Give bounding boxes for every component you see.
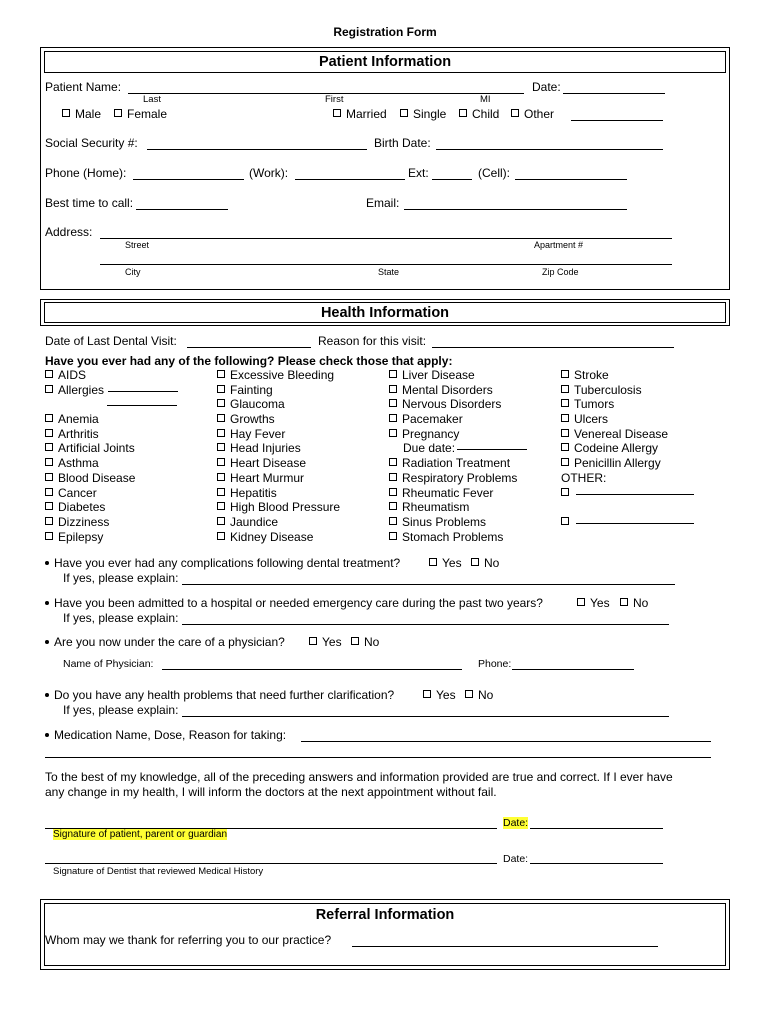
zip-caption: Zip Code (542, 267, 579, 277)
checkbox[interactable] (217, 502, 225, 510)
checkbox[interactable] (217, 517, 225, 525)
dentist-signature-field[interactable] (45, 863, 497, 864)
email-field[interactable] (404, 209, 627, 210)
condition-asthma[interactable]: Asthma (45, 456, 178, 471)
checkbox[interactable] (561, 370, 569, 378)
due-date-label: Due date: (403, 441, 456, 456)
married-option[interactable]: Married (333, 107, 387, 121)
married-checkbox[interactable] (333, 109, 341, 117)
bullet-icon (45, 640, 49, 644)
health-heading-bar (40, 299, 730, 326)
referral-information-heading: Referral Information (315, 907, 455, 923)
condition-liver-disease[interactable]: Liver Disease (389, 368, 527, 383)
first-name-caption: First (325, 94, 344, 105)
checkbox[interactable] (389, 502, 397, 510)
q4-explain-field[interactable] (182, 716, 669, 717)
checkbox[interactable] (45, 502, 53, 510)
checkbox[interactable] (389, 473, 397, 481)
question-hospital: Have you been admitted to a hospital or needed emergency care during the past two years? (45, 596, 543, 610)
other-conditions-label: OTHER: (561, 470, 607, 485)
form-title: Registration Form (333, 25, 437, 39)
visit-reason-label: Reason for this visit: (318, 334, 427, 348)
condition-artificial-joints[interactable]: Artificial Joints (45, 441, 178, 456)
female-option[interactable]: Female (114, 107, 167, 121)
checkbox[interactable] (389, 532, 397, 540)
male-option[interactable]: Male (62, 107, 101, 121)
checkbox[interactable] (389, 429, 397, 437)
checkbox[interactable] (217, 385, 225, 393)
other-option[interactable]: Other (511, 107, 554, 121)
date-label: Date: (532, 80, 561, 94)
other-condition-1-field[interactable] (576, 494, 694, 495)
physician-name-field[interactable] (162, 669, 462, 670)
checkbox[interactable] (217, 458, 225, 466)
checkbox[interactable] (423, 690, 431, 698)
condition-hepatitis[interactable]: Hepatitis (217, 486, 340, 501)
condition-codeine-allergy[interactable]: Codeine Allergy (561, 441, 694, 456)
condition-nervous-disorders[interactable]: Nervous Disorders (389, 397, 527, 412)
q1-explain-field[interactable] (182, 584, 675, 585)
condition-growths[interactable]: Growths (217, 412, 340, 427)
bullet-icon (45, 733, 49, 737)
email-label: Email: (366, 196, 400, 210)
checkbox[interactable] (389, 458, 397, 466)
condition-penicillin-allergy[interactable]: Penicillin Allergy (561, 456, 694, 471)
apartment-caption: Apartment # (534, 240, 584, 250)
question-clarification: Do you have any health problems that need further clarification? (45, 688, 394, 702)
best-time-label: Best time to call: (45, 196, 134, 210)
checkbox[interactable] (465, 690, 473, 698)
condition-blood-disease[interactable]: Blood Disease (45, 471, 178, 486)
condition-radiation-treatment[interactable]: Radiation Treatment (389, 456, 527, 471)
q1-no-option[interactable]: No (471, 556, 499, 570)
checkbox[interactable] (217, 370, 225, 378)
phone-home-field[interactable] (133, 179, 244, 180)
checkbox[interactable] (561, 429, 569, 437)
allergies-continuation (45, 397, 178, 412)
checkbox[interactable] (217, 443, 225, 451)
last-dental-visit-label: Date of Last Dental Visit: (45, 334, 177, 348)
q3-yes-option[interactable]: Yes (309, 635, 342, 649)
phone-work-label: (Work): (249, 166, 289, 180)
condition-dizziness[interactable]: Dizziness (45, 515, 178, 530)
street-field[interactable] (100, 238, 672, 239)
conditions-column-1 (45, 368, 178, 544)
checkbox[interactable] (217, 532, 225, 540)
condition-stroke[interactable]: Stroke (561, 368, 694, 383)
q2-explain-field[interactable] (182, 624, 669, 625)
physician-name-label: Name of Physician: (63, 658, 154, 670)
male-checkbox[interactable] (62, 109, 70, 117)
condition-tuberculosis[interactable]: Tuberculosis (561, 383, 694, 398)
q2-yes-option[interactable]: Yes (577, 596, 610, 610)
checkbox[interactable] (389, 385, 397, 393)
checkbox[interactable] (561, 488, 569, 496)
statement-line-1: To the best of my knowledge, all of the preceding answers and information provided are true and correct. If I ever have (45, 770, 673, 784)
single-checkbox[interactable] (400, 109, 408, 117)
checkbox[interactable] (471, 558, 479, 566)
q2-explain-label: If yes, please explain: (63, 611, 179, 625)
condition-arthritis[interactable]: Arthritis (45, 427, 178, 442)
checkbox[interactable] (45, 517, 53, 525)
question-complications: Have you ever had any complications following dental treatment? (45, 556, 400, 570)
checkbox[interactable] (45, 443, 53, 451)
conditions-prompt: Have you ever had any of the following? Please check those that apply: (45, 354, 453, 368)
other-status-field[interactable] (571, 120, 663, 121)
checkbox[interactable] (561, 385, 569, 393)
due-date-field[interactable] (457, 449, 527, 450)
date-field[interactable] (563, 93, 665, 94)
checkbox[interactable] (45, 473, 53, 481)
ssn-field[interactable] (147, 149, 367, 150)
middle-initial-caption: MI (480, 94, 491, 105)
birth-date-label: Birth Date: (374, 136, 431, 150)
cell-label: (Cell): (478, 166, 510, 180)
q1-explain-label: If yes, please explain: (63, 571, 179, 585)
checkbox[interactable] (217, 399, 225, 407)
patient-signature-caption: Signature of patient, parent or guardian (53, 829, 228, 840)
checkbox[interactable] (389, 370, 397, 378)
city-state-zip-field[interactable] (100, 264, 672, 265)
bullet-icon (45, 561, 49, 565)
physician-phone-field[interactable] (512, 669, 634, 670)
referral-question: Whom may we thank for referring you to our practice? (45, 933, 332, 947)
street-caption: Street (125, 240, 150, 250)
visit-reason-field[interactable] (432, 347, 674, 348)
dentist-signature-date-label: Date: (503, 853, 529, 865)
condition-pregnancy[interactable]: Pregnancy (389, 427, 527, 442)
other-condition-1[interactable] (561, 486, 694, 501)
allergies-field[interactable] (108, 391, 178, 392)
conditions-column-4 (561, 368, 694, 530)
allergies-field-2[interactable] (107, 405, 177, 406)
checkbox[interactable] (45, 370, 53, 378)
patient-information-section (40, 47, 730, 290)
other-checkbox[interactable] (511, 109, 519, 117)
checkbox[interactable] (45, 385, 53, 393)
q4-no-option[interactable]: No (465, 688, 493, 702)
checkbox[interactable] (217, 488, 225, 496)
condition-heart-disease[interactable]: Heart Disease (217, 456, 340, 471)
condition-pacemaker[interactable]: Pacemaker (389, 412, 527, 427)
ssn-label: Social Security #: (45, 136, 138, 150)
condition-aids[interactable]: AIDS (45, 368, 178, 383)
patient-name-label: Patient Name: (45, 80, 122, 94)
condition-sinus-problems[interactable]: Sinus Problems (389, 515, 527, 530)
health-information-heading: Health Information (320, 305, 450, 321)
female-checkbox[interactable] (114, 109, 122, 117)
other-condition-2[interactable] (561, 515, 694, 530)
checkbox[interactable] (45, 488, 53, 496)
phone-work-field[interactable] (295, 179, 405, 180)
condition-tumors[interactable]: Tumors (561, 397, 694, 412)
condition-heart-murmur[interactable]: Heart Murmur (217, 471, 340, 486)
extension-field[interactable] (432, 179, 472, 180)
single-option[interactable]: Single (400, 107, 446, 121)
condition-diabetes[interactable]: Diabetes (45, 500, 178, 515)
checkbox[interactable] (620, 598, 628, 606)
medication-field-2[interactable] (45, 757, 711, 758)
due-date-row (389, 441, 527, 456)
extension-label: Ext: (408, 166, 429, 180)
q1-yes-option[interactable]: Yes (429, 556, 462, 570)
checkbox[interactable] (45, 429, 53, 437)
condition-excessive-bleeding[interactable]: Excessive Bleeding (217, 368, 340, 383)
patient-information-heading: Patient Information (318, 54, 452, 70)
conditions-column-2 (217, 368, 340, 544)
condition-fainting[interactable]: Fainting (217, 383, 340, 398)
patient-signature-date-field[interactable] (530, 828, 663, 829)
checkbox[interactable] (561, 414, 569, 422)
condition-rheumatic-fever[interactable]: Rheumatic Fever (389, 486, 527, 501)
child-option[interactable]: Child (459, 107, 499, 121)
last-dental-visit-field[interactable] (187, 347, 311, 348)
spacer-row (561, 500, 694, 515)
child-checkbox[interactable] (459, 109, 467, 117)
checkbox[interactable] (429, 558, 437, 566)
checkbox[interactable] (45, 458, 53, 466)
condition-venereal-disease[interactable]: Venereal Disease (561, 427, 694, 442)
medication-field[interactable] (301, 741, 711, 742)
condition-stomach-problems[interactable]: Stomach Problems (389, 530, 527, 545)
q4-yes-option[interactable]: Yes (423, 688, 456, 702)
condition-allergies[interactable]: Allergies (45, 383, 178, 398)
condition-anemia[interactable]: Anemia (45, 412, 178, 427)
condition-rheumatism[interactable]: Rheumatism (389, 500, 527, 515)
bullet-icon (45, 693, 49, 697)
question-physician: Are you now under the care of a physician? (45, 635, 285, 649)
checkbox[interactable] (45, 414, 53, 422)
address-label: Address: (45, 225, 93, 239)
dentist-signature-caption: Signature of Dentist that reviewed Medical History (53, 866, 264, 877)
condition-hay-fever[interactable]: Hay Fever (217, 427, 340, 442)
checkbox[interactable] (389, 517, 397, 525)
condition-glaucoma[interactable]: Glaucoma (217, 397, 340, 412)
patient-signature-date-label: Date: (503, 817, 529, 829)
condition-high-blood-pressure[interactable]: High Blood Pressure (217, 500, 340, 515)
checkbox[interactable] (561, 517, 569, 525)
q3-no-option[interactable]: No (351, 635, 379, 649)
checkbox[interactable] (577, 598, 585, 606)
physician-phone-label: Phone: (478, 658, 512, 670)
checkbox[interactable] (561, 399, 569, 407)
cell-field[interactable] (515, 179, 627, 180)
question-medication: Medication Name, Dose, Reason for taking: (45, 728, 286, 742)
condition-epilepsy[interactable]: Epilepsy (45, 530, 178, 545)
checkbox[interactable] (217, 473, 225, 481)
other-condition-2-field[interactable] (576, 523, 694, 524)
checkbox[interactable] (309, 637, 317, 645)
city-caption: City (125, 267, 141, 277)
condition-cancer[interactable]: Cancer (45, 486, 178, 501)
condition-head-injuries[interactable]: Head Injuries (217, 441, 340, 456)
best-time-field[interactable] (136, 209, 228, 210)
checkbox[interactable] (561, 443, 569, 451)
q2-no-option[interactable]: No (620, 596, 648, 610)
condition-ulcers[interactable]: Ulcers (561, 412, 694, 427)
checkbox[interactable] (389, 488, 397, 496)
checkbox[interactable] (389, 399, 397, 407)
condition-mental-disorders[interactable]: Mental Disorders (389, 383, 527, 398)
condition-jaundice[interactable]: Jaundice (217, 515, 340, 530)
checkbox[interactable] (561, 458, 569, 466)
bullet-icon (45, 601, 49, 605)
condition-kidney-disease[interactable]: Kidney Disease (217, 530, 340, 545)
conditions-column-3 (389, 368, 527, 544)
checkbox[interactable] (217, 414, 225, 422)
dentist-signature-date-field[interactable] (530, 863, 663, 864)
checkbox[interactable] (351, 637, 359, 645)
checkbox[interactable] (45, 532, 53, 540)
referral-field[interactable] (352, 946, 658, 947)
last-name-caption: Last (143, 94, 161, 105)
checkbox[interactable] (217, 429, 225, 437)
checkbox[interactable] (389, 414, 397, 422)
statement-line-2: any change in my health, I will inform the doctors at the next appointment without fail. (45, 785, 497, 799)
q4-explain-label: If yes, please explain: (63, 703, 179, 717)
phone-home-label: Phone (Home): (45, 166, 127, 180)
condition-respiratory-problems[interactable]: Respiratory Problems (389, 471, 527, 486)
state-caption: State (378, 267, 400, 277)
birth-date-field[interactable] (436, 149, 663, 150)
